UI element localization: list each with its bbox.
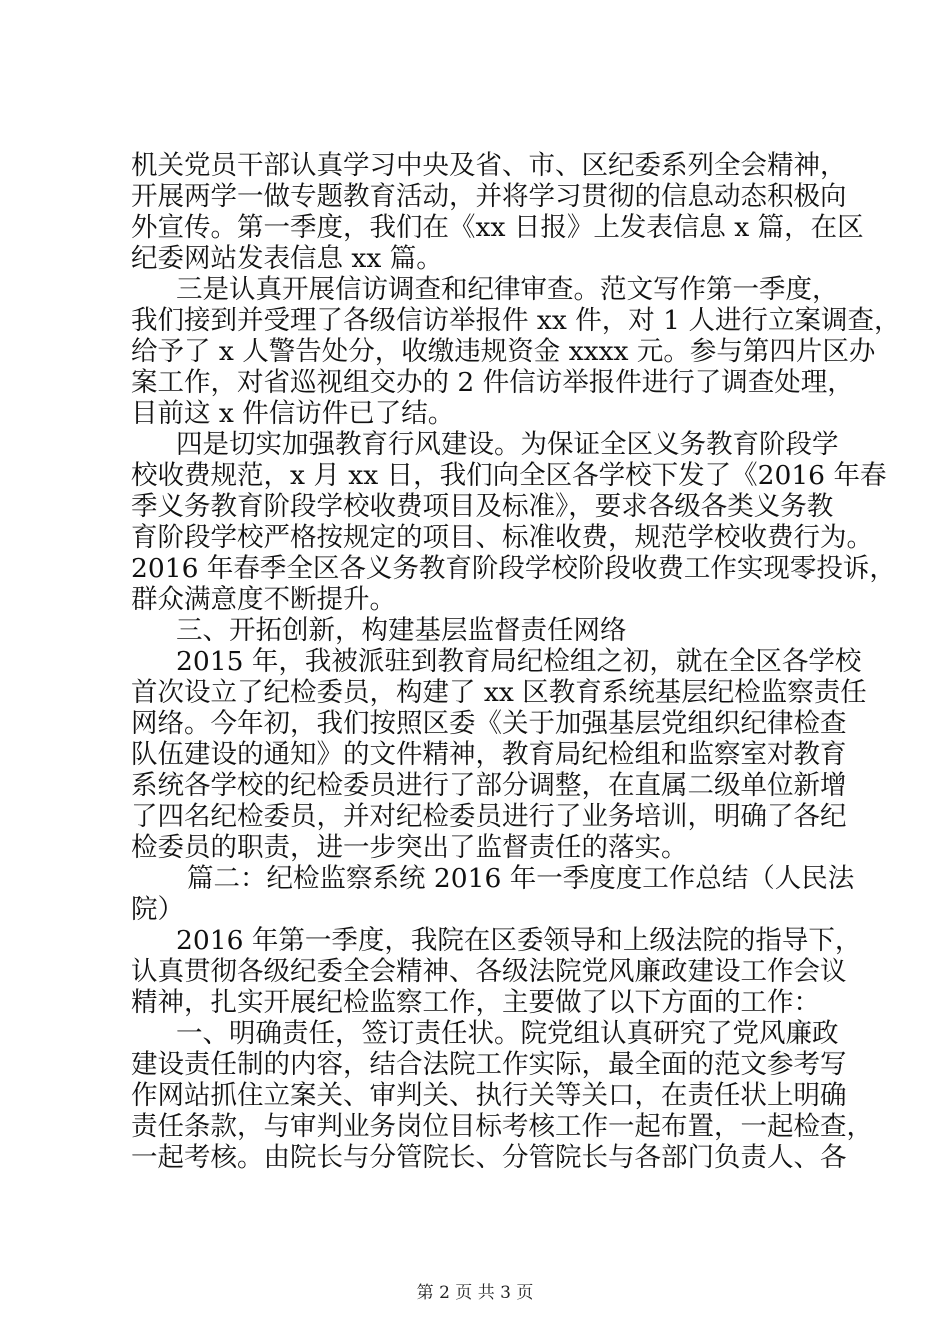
text-line: 季义务教育阶段学校收费项目及标准》，要求各级各类义务教 [131,491,834,522]
text-line: 纪委网站发表信息 xx 篇。 [131,243,443,274]
text-line: 认真贯彻各级纪委全会精神、各级法院党风廉政建设工作会议 [131,956,847,987]
text-line: 外宣传。第一季度，我们在《xx 日报》上发表信息 x 篇，在区 [131,212,864,243]
text-line: 校收费规范，x 月 xx 日，我们向全区各学校下发了《2016 年春 [131,460,887,491]
text-line: 案工作，对省巡视组交办的 2 件信访举报件进行了调查处理， [131,367,854,398]
document-body [131,150,901,1173]
text-line: 四是切实加强教育行风建设。为保证全区义务教育阶段学 [176,429,839,460]
text-line: 篇二：纪检监察系统 2016 年一季度度工作总结（人民法 [187,863,855,894]
text-line: 2016 年春季全区各义务教育阶段学校阶段收费工作实现零投诉， [131,553,896,584]
text-line: 三、开拓创新，构建基层监督责任网络 [176,615,627,646]
text-line: 2015 年，我被派驻到教育局纪检组之初，就在全区各学校 [176,646,862,677]
text-line: 了四名纪检委员，并对纪检委员进行了业务培训，明确了各纪 [131,801,847,832]
text-line: 队伍建设的通知》的文件精神，教育局纪检组和监察室对教育 [131,739,847,770]
text-line: 一起考核。由院长与分管院长、分管院长与各部门负责人、各 [131,1142,847,1173]
text-line: 建设责任制的内容，结合法院工作实际，最全面的范文参考写 [131,1049,847,1080]
text-line: 目前这 x 件信访件已了结。 [131,398,455,429]
text-line: 一、明确责任，签订责任状。院党组认真研究了党风廉政 [176,1018,839,1049]
text-line: 育阶段学校严格按规定的项目、标准收费，规范学校收费行为。 [131,522,873,553]
text-line: 网络。今年初，我们按照区委《关于加强基层党组织纪律检查 [131,708,847,739]
text-line: 精神，扎实开展纪检监察工作，主要做了以下方面的工作： [131,987,820,1018]
page-footer: 第 2 页 共 3 页 [416,1283,534,1303]
text-line: 首次设立了纪检委员，构建了 xx 区教育系统基层纪检监察责任 [131,677,867,708]
text-line: 2016 年第一季度，我院在区委领导和上级法院的指导下， [176,925,862,956]
text-line: 系统各学校的纪检委员进行了部分调整，在直属二级单位新增 [131,770,847,801]
text-line: 检委员的职责，进一步突出了监督责任的落实。 [131,832,688,863]
text-line: 群众满意度不断提升。 [131,584,396,615]
text-line: 院） [131,894,184,925]
text-line: 三是认真开展信访调查和纪律审查。范文写作第一季度， [176,274,839,305]
text-line: 作网站抓住立案关、审判关、执行关等关口，在责任状上明确 [131,1080,847,1111]
text-line: 给予了 x 人警告处分，收缴违规资金 xxxx 元。参与第四片区办 [131,336,876,367]
text-line: 我们接到并受理了各级信访举报件 xx 件，对 1 人进行立案调查， [131,305,901,336]
text-line: 机关党员干部认真学习中央及省、市、区纪委系列全会精神， [131,150,847,181]
text-line: 责任条款，与审判业务岗位目标考核工作一起布置，一起检查， [131,1111,873,1142]
text-line: 开展两学一做专题教育活动，并将学习贯彻的信息动态积极向 [131,181,847,212]
